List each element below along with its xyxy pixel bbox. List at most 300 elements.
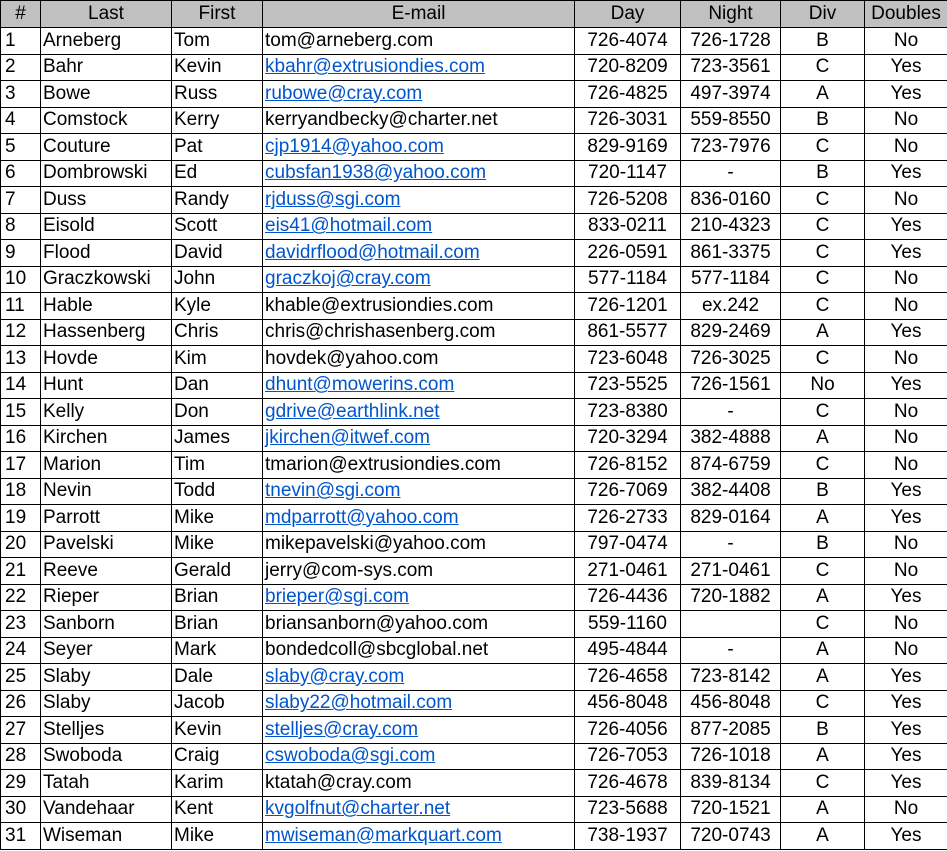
- email-link[interactable]: cjp1914@yahoo.com: [265, 135, 444, 157]
- email-link[interactable]: dhunt@mowerins.com: [265, 374, 455, 396]
- cell-number: 22: [1, 584, 41, 611]
- cell-night: 720-1882: [681, 584, 781, 611]
- cell-last: Kelly: [41, 399, 172, 426]
- cell-div: A: [781, 637, 865, 664]
- cell-email: [263, 690, 575, 717]
- cell-doubles: Yes: [865, 505, 947, 532]
- cell-last: Slaby: [41, 664, 172, 691]
- cell-email: [263, 54, 575, 81]
- cell-number: 31: [1, 823, 41, 850]
- cell-day: 861-5577: [575, 319, 681, 346]
- cell-div: C: [781, 346, 865, 373]
- cell-first: Pat: [172, 134, 263, 161]
- cell-doubles: No: [865, 187, 947, 214]
- table-row: [1, 81, 947, 108]
- cell-div: C: [781, 187, 865, 214]
- cell-doubles: Yes: [865, 690, 947, 717]
- cell-day: 726-4658: [575, 664, 681, 691]
- cell-number: 11: [1, 293, 41, 320]
- cell-doubles: No: [865, 28, 947, 55]
- email-link[interactable]: rjduss@sgi.com: [265, 188, 401, 210]
- cell-first: Mike: [172, 505, 263, 532]
- cell-div: C: [781, 240, 865, 267]
- cell-night: 723-3561: [681, 54, 781, 81]
- cell-email: [263, 823, 575, 850]
- cell-number: 27: [1, 717, 41, 744]
- cell-div: C: [781, 611, 865, 638]
- cell-doubles: No: [865, 293, 947, 320]
- cell-div: A: [781, 664, 865, 691]
- cell-email: [263, 478, 575, 505]
- cell-first: Scott: [172, 213, 263, 240]
- cell-doubles: No: [865, 134, 947, 161]
- cell-doubles: Yes: [865, 81, 947, 108]
- cell-last: Eisold: [41, 213, 172, 240]
- cell-night: 726-1561: [681, 372, 781, 399]
- table-row: [1, 425, 947, 452]
- cell-night: 456-8048: [681, 690, 781, 717]
- cell-day: 226-0591: [575, 240, 681, 267]
- cell-last: Hovde: [41, 346, 172, 373]
- cell-first: Tom: [172, 28, 263, 55]
- cell-div: C: [781, 134, 865, 161]
- cell-night: 720-0743: [681, 823, 781, 850]
- email-link[interactable]: mdparrott@yahoo.com: [265, 506, 459, 528]
- cell-first: Kevin: [172, 717, 263, 744]
- cell-night: 497-3974: [681, 81, 781, 108]
- cell-doubles: No: [865, 399, 947, 426]
- cell-number: 24: [1, 637, 41, 664]
- cell-night: -: [681, 399, 781, 426]
- cell-day: 738-1937: [575, 823, 681, 850]
- cell-email: [263, 717, 575, 744]
- cell-email: jerry@com-sys.com: [263, 558, 575, 585]
- cell-last: Bowe: [41, 81, 172, 108]
- cell-doubles: Yes: [865, 160, 947, 187]
- cell-night: 874-6759: [681, 452, 781, 479]
- cell-number: 19: [1, 505, 41, 532]
- cell-number: 20: [1, 531, 41, 558]
- table-row: [1, 187, 947, 214]
- cell-day: 720-3294: [575, 425, 681, 452]
- cell-doubles: Yes: [865, 823, 947, 850]
- cell-email: [263, 796, 575, 823]
- cell-day: 559-1160: [575, 611, 681, 638]
- cell-last: Arneberg: [41, 28, 172, 55]
- table-row: [1, 558, 947, 585]
- cell-doubles: Yes: [865, 584, 947, 611]
- cell-day: 829-9169: [575, 134, 681, 161]
- email-link[interactable]: eis41@hotmail.com: [265, 215, 433, 237]
- cell-email: bondedcoll@sbcglobal.net: [263, 637, 575, 664]
- cell-day: 723-5688: [575, 796, 681, 823]
- cell-night: -: [681, 160, 781, 187]
- cell-night: 836-0160: [681, 187, 781, 214]
- cell-email: kerryandbecky@charter.net: [263, 107, 575, 134]
- cell-night: ex.242: [681, 293, 781, 320]
- cell-first: Don: [172, 399, 263, 426]
- cell-night: 723-8142: [681, 664, 781, 691]
- table-row: [1, 743, 947, 770]
- cell-last: Tatah: [41, 770, 172, 797]
- cell-first: Randy: [172, 187, 263, 214]
- cell-last: Parrott: [41, 505, 172, 532]
- cell-div: A: [781, 425, 865, 452]
- cell-email: chris@chrishasenberg.com: [263, 319, 575, 346]
- cell-div: A: [781, 319, 865, 346]
- cell-last: Swoboda: [41, 743, 172, 770]
- cell-email: mikepavelski@yahoo.com: [263, 531, 575, 558]
- email-link[interactable]: stelljes@cray.com: [265, 718, 419, 740]
- header-number: #: [1, 1, 41, 28]
- cell-first: Mark: [172, 637, 263, 664]
- cell-first: Russ: [172, 81, 263, 108]
- cell-night: 726-1728: [681, 28, 781, 55]
- header-doubles: Doubles: [865, 1, 947, 28]
- email-link[interactable]: mwiseman@markquart.com: [265, 824, 502, 846]
- cell-doubles: No: [865, 637, 947, 664]
- cell-day: 726-5208: [575, 187, 681, 214]
- cell-number: 28: [1, 743, 41, 770]
- cell-email: [263, 187, 575, 214]
- cell-email: hovdek@yahoo.com: [263, 346, 575, 373]
- cell-number: 23: [1, 611, 41, 638]
- cell-first: Dan: [172, 372, 263, 399]
- header-first: First: [172, 1, 263, 28]
- cell-last: Bahr: [41, 54, 172, 81]
- cell-doubles: Yes: [865, 743, 947, 770]
- roster-body: [1, 28, 947, 850]
- cell-email: tom@arneberg.com: [263, 28, 575, 55]
- cell-div: B: [781, 160, 865, 187]
- cell-day: 723-6048: [575, 346, 681, 373]
- cell-email: [263, 266, 575, 293]
- cell-night: 861-3375: [681, 240, 781, 267]
- cell-email: ktatah@cray.com: [263, 770, 575, 797]
- email-link[interactable]: slaby22@hotmail.com: [265, 692, 453, 714]
- cell-first: Brian: [172, 584, 263, 611]
- cell-div: A: [781, 796, 865, 823]
- cell-day: 726-8152: [575, 452, 681, 479]
- cell-first: Kyle: [172, 293, 263, 320]
- table-row: [1, 399, 947, 426]
- cell-email: [263, 425, 575, 452]
- cell-number: 18: [1, 478, 41, 505]
- cell-div: C: [781, 452, 865, 479]
- cell-email: [263, 134, 575, 161]
- cell-number: 8: [1, 213, 41, 240]
- cell-div: C: [781, 558, 865, 585]
- cell-night: 877-2085: [681, 717, 781, 744]
- cell-day: 726-4074: [575, 28, 681, 55]
- cell-doubles: Yes: [865, 717, 947, 744]
- cell-doubles: Yes: [865, 372, 947, 399]
- cell-night: -: [681, 637, 781, 664]
- cell-div: C: [781, 399, 865, 426]
- table-row: [1, 266, 947, 293]
- cell-first: Kim: [172, 346, 263, 373]
- cell-last: Kirchen: [41, 425, 172, 452]
- cell-night: -: [681, 531, 781, 558]
- table-row: [1, 505, 947, 532]
- cell-last: Marion: [41, 452, 172, 479]
- email-link[interactable]: cubsfan1938@yahoo.com: [265, 162, 487, 184]
- cell-day: 726-7069: [575, 478, 681, 505]
- email-link[interactable]: graczkoj@cray.com: [265, 268, 431, 290]
- cell-email: khable@extrusiondies.com: [263, 293, 575, 320]
- cell-doubles: No: [865, 611, 947, 638]
- cell-div: A: [781, 81, 865, 108]
- cell-last: Nevin: [41, 478, 172, 505]
- cell-last: Slaby: [41, 690, 172, 717]
- table-row: [1, 160, 947, 187]
- cell-div: B: [781, 531, 865, 558]
- cell-last: Reeve: [41, 558, 172, 585]
- header-row: [1, 1, 947, 28]
- cell-day: 723-8380: [575, 399, 681, 426]
- cell-email: [263, 240, 575, 267]
- cell-number: 13: [1, 346, 41, 373]
- cell-day: 726-4825: [575, 81, 681, 108]
- table-row: [1, 346, 947, 373]
- table-row: [1, 717, 947, 744]
- cell-day: 271-0461: [575, 558, 681, 585]
- cell-first: Kevin: [172, 54, 263, 81]
- cell-div: C: [781, 293, 865, 320]
- cell-day: 577-1184: [575, 266, 681, 293]
- cell-day: 495-4844: [575, 637, 681, 664]
- cell-last: Vandehaar: [41, 796, 172, 823]
- table-row: [1, 823, 947, 850]
- cell-email: [263, 399, 575, 426]
- cell-first: Mike: [172, 531, 263, 558]
- cell-div: C: [781, 690, 865, 717]
- cell-doubles: No: [865, 425, 947, 452]
- table-row: [1, 54, 947, 81]
- cell-doubles: Yes: [865, 213, 947, 240]
- cell-number: 2: [1, 54, 41, 81]
- table-row: [1, 690, 947, 717]
- header-div: Div: [781, 1, 865, 28]
- cell-email: [263, 743, 575, 770]
- table-row: [1, 770, 947, 797]
- cell-first: Dale: [172, 664, 263, 691]
- cell-day: 720-1147: [575, 160, 681, 187]
- cell-night: 577-1184: [681, 266, 781, 293]
- cell-number: 9: [1, 240, 41, 267]
- cell-day: 797-0474: [575, 531, 681, 558]
- cell-number: 21: [1, 558, 41, 585]
- cell-div: B: [781, 107, 865, 134]
- cell-last: Hassenberg: [41, 319, 172, 346]
- cell-night: 210-4323: [681, 213, 781, 240]
- table-row: [1, 213, 947, 240]
- cell-last: Stelljes: [41, 717, 172, 744]
- cell-night: 559-8550: [681, 107, 781, 134]
- cell-number: 4: [1, 107, 41, 134]
- header-last: Last: [41, 1, 172, 28]
- cell-day: 726-4678: [575, 770, 681, 797]
- email-link[interactable]: jkirchen@itwef.com: [265, 427, 430, 449]
- cell-doubles: No: [865, 796, 947, 823]
- cell-first: Ed: [172, 160, 263, 187]
- cell-number: 5: [1, 134, 41, 161]
- cell-night: 839-8134: [681, 770, 781, 797]
- cell-email: [263, 505, 575, 532]
- table-row: [1, 372, 947, 399]
- cell-day: 726-1201: [575, 293, 681, 320]
- cell-number: 6: [1, 160, 41, 187]
- cell-doubles: Yes: [865, 478, 947, 505]
- cell-first: Karim: [172, 770, 263, 797]
- cell-day: 456-8048: [575, 690, 681, 717]
- cell-number: 29: [1, 770, 41, 797]
- cell-first: James: [172, 425, 263, 452]
- cell-last: Graczkowski: [41, 266, 172, 293]
- cell-night: 382-4888: [681, 425, 781, 452]
- cell-email: [263, 372, 575, 399]
- cell-first: Chris: [172, 319, 263, 346]
- cell-night: 723-7976: [681, 134, 781, 161]
- cell-number: 17: [1, 452, 41, 479]
- cell-number: 16: [1, 425, 41, 452]
- cell-night: 829-2469: [681, 319, 781, 346]
- cell-day: 726-3031: [575, 107, 681, 134]
- cell-first: David: [172, 240, 263, 267]
- cell-email: [263, 664, 575, 691]
- cell-first: Craig: [172, 743, 263, 770]
- cell-last: Hable: [41, 293, 172, 320]
- cell-number: 12: [1, 319, 41, 346]
- cell-last: Wiseman: [41, 823, 172, 850]
- cell-div: C: [781, 54, 865, 81]
- table-row: [1, 107, 947, 134]
- cell-div: No: [781, 372, 865, 399]
- table-row: [1, 584, 947, 611]
- cell-first: Tim: [172, 452, 263, 479]
- cell-day: 833-0211: [575, 213, 681, 240]
- email-link[interactable]: davidrflood@hotmail.com: [265, 241, 480, 263]
- cell-number: 26: [1, 690, 41, 717]
- cell-doubles: Yes: [865, 319, 947, 346]
- cell-number: 10: [1, 266, 41, 293]
- cell-doubles: No: [865, 558, 947, 585]
- cell-night: 720-1521: [681, 796, 781, 823]
- cell-div: C: [781, 266, 865, 293]
- cell-last: Flood: [41, 240, 172, 267]
- cell-first: Todd: [172, 478, 263, 505]
- email-link[interactable]: rubowe@cray.com: [265, 82, 423, 104]
- cell-div: A: [781, 584, 865, 611]
- cell-day: 720-8209: [575, 54, 681, 81]
- cell-email: briansanborn@yahoo.com: [263, 611, 575, 638]
- cell-night: [681, 611, 781, 638]
- cell-last: Seyer: [41, 637, 172, 664]
- header-day: Day: [575, 1, 681, 28]
- cell-first: John: [172, 266, 263, 293]
- table-row: [1, 28, 947, 55]
- cell-last: Pavelski: [41, 531, 172, 558]
- cell-last: Duss: [41, 187, 172, 214]
- email-link[interactable]: kbahr@extrusiondies.com: [265, 56, 485, 78]
- cell-first: Kent: [172, 796, 263, 823]
- table-row: [1, 664, 947, 691]
- email-link[interactable]: cswoboda@sgi.com: [265, 745, 436, 767]
- cell-number: 3: [1, 81, 41, 108]
- cell-last: Dombrowski: [41, 160, 172, 187]
- cell-first: Kerry: [172, 107, 263, 134]
- cell-night: 726-3025: [681, 346, 781, 373]
- cell-day: 726-7053: [575, 743, 681, 770]
- cell-doubles: No: [865, 346, 947, 373]
- cell-last: Couture: [41, 134, 172, 161]
- email-link[interactable]: slaby@cray.com: [265, 665, 405, 687]
- cell-div: C: [781, 770, 865, 797]
- cell-number: 30: [1, 796, 41, 823]
- cell-first: Jacob: [172, 690, 263, 717]
- cell-last: Rieper: [41, 584, 172, 611]
- cell-day: 726-4436: [575, 584, 681, 611]
- cell-email: [263, 213, 575, 240]
- table-row: [1, 452, 947, 479]
- cell-div: A: [781, 823, 865, 850]
- table-row: [1, 319, 947, 346]
- table-row: [1, 134, 947, 161]
- cell-night: 271-0461: [681, 558, 781, 585]
- cell-first: Mike: [172, 823, 263, 850]
- cell-div: B: [781, 478, 865, 505]
- cell-last: Sanborn: [41, 611, 172, 638]
- cell-doubles: No: [865, 107, 947, 134]
- cell-div: B: [781, 717, 865, 744]
- cell-number: 25: [1, 664, 41, 691]
- email-link[interactable]: kvgolfnut@charter.net: [265, 798, 451, 820]
- cell-doubles: Yes: [865, 770, 947, 797]
- table-row: [1, 240, 947, 267]
- header-email: E-mail: [263, 1, 575, 28]
- cell-number: 7: [1, 187, 41, 214]
- table-row: [1, 293, 947, 320]
- cell-doubles: No: [865, 452, 947, 479]
- cell-doubles: Yes: [865, 664, 947, 691]
- cell-day: 726-4056: [575, 717, 681, 744]
- table-row: [1, 478, 947, 505]
- header-night: Night: [681, 1, 781, 28]
- cell-first: Gerald: [172, 558, 263, 585]
- cell-div: C: [781, 213, 865, 240]
- cell-email: [263, 81, 575, 108]
- table-row: [1, 611, 947, 638]
- cell-night: 726-1018: [681, 743, 781, 770]
- cell-doubles: Yes: [865, 240, 947, 267]
- cell-day: 723-5525: [575, 372, 681, 399]
- cell-div: A: [781, 505, 865, 532]
- table-row: [1, 637, 947, 664]
- cell-doubles: No: [865, 266, 947, 293]
- cell-email: tmarion@extrusiondies.com: [263, 452, 575, 479]
- email-link[interactable]: tnevin@sgi.com: [265, 480, 401, 502]
- table-row: [1, 796, 947, 823]
- cell-night: 829-0164: [681, 505, 781, 532]
- table-row: [1, 531, 947, 558]
- cell-last: Hunt: [41, 372, 172, 399]
- cell-last: Comstock: [41, 107, 172, 134]
- cell-div: B: [781, 28, 865, 55]
- email-link[interactable]: brieper@sgi.com: [265, 586, 409, 608]
- cell-first: Brian: [172, 611, 263, 638]
- email-link[interactable]: gdrive@earthlink.net: [265, 400, 440, 422]
- cell-div: A: [781, 743, 865, 770]
